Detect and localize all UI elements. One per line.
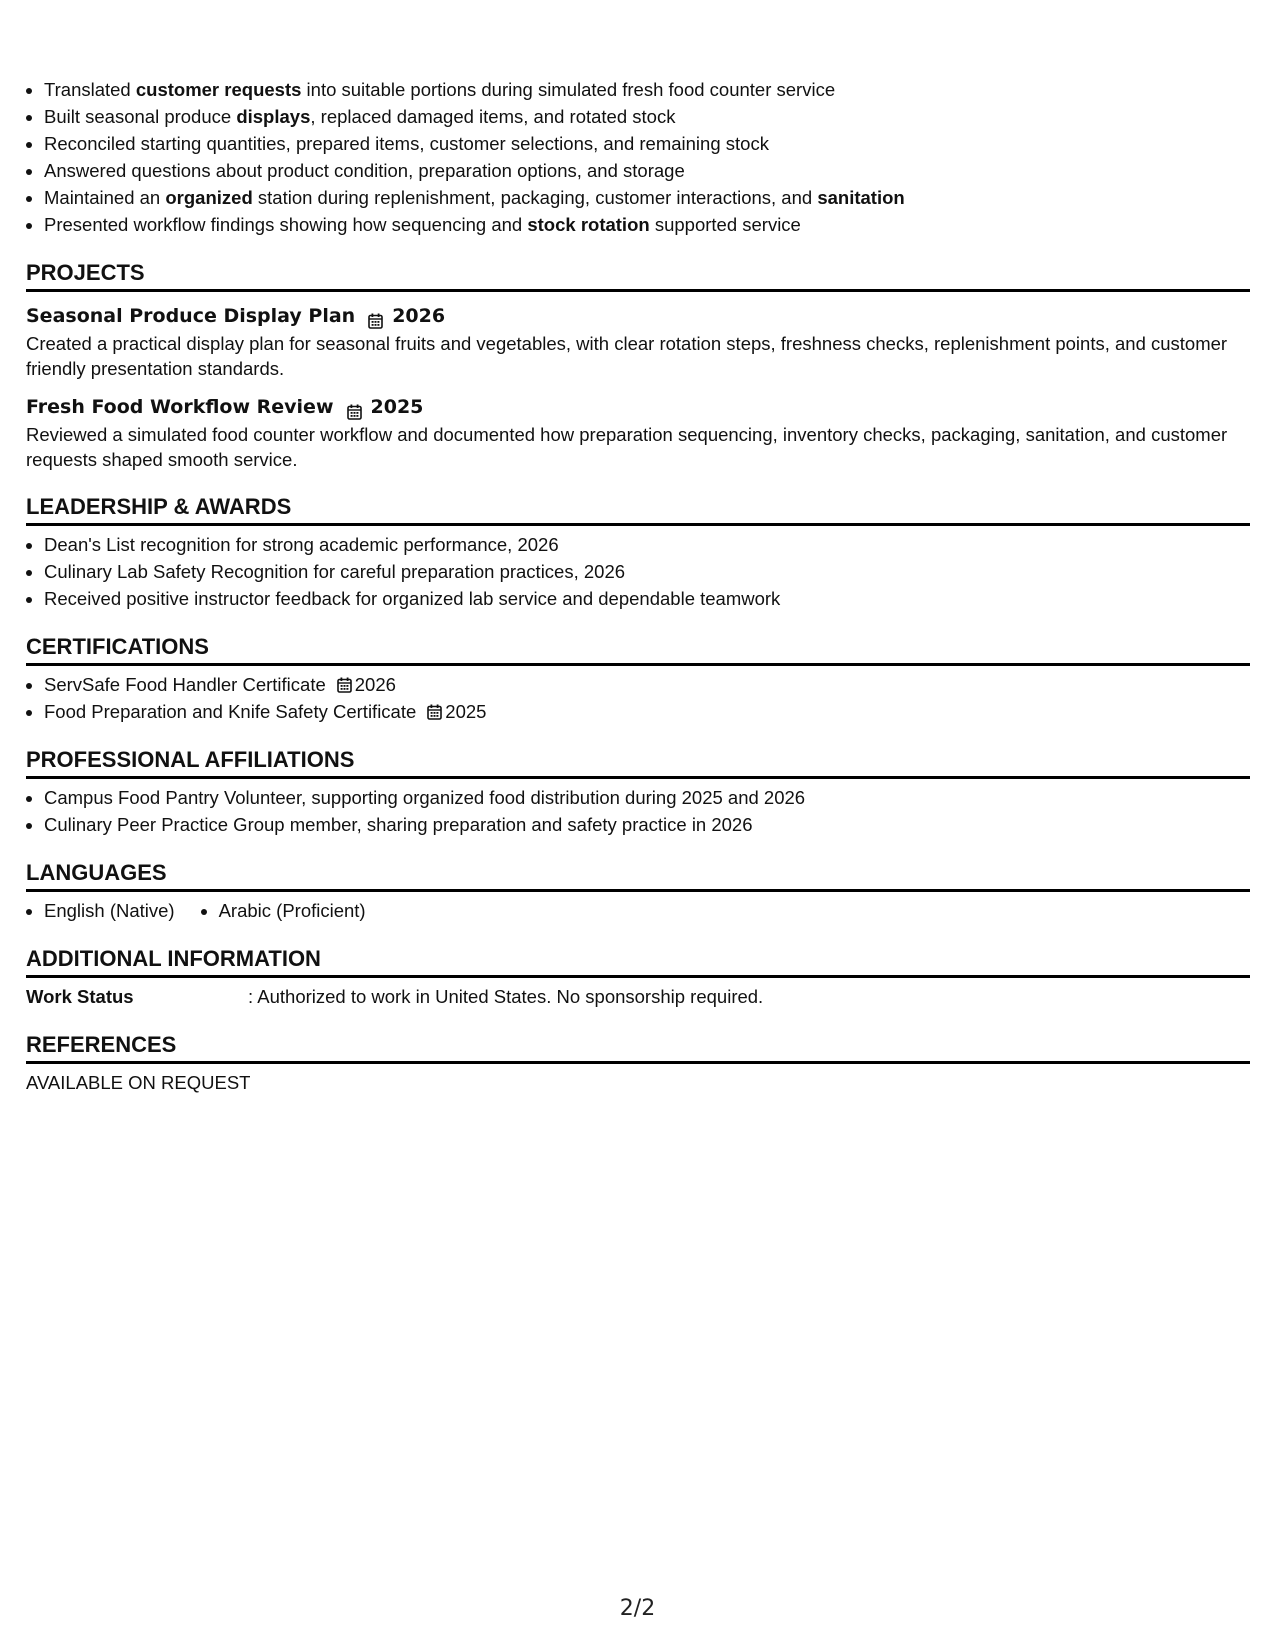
certification-name: Food Preparation and Knife Safety Certificate [44,701,417,722]
project-name: Fresh Food Workflow Review [26,396,334,418]
language-item: • English (Native) [44,897,175,924]
project-item [26,301,1250,381]
experience-bullet: • Reconciled starting quantities, prepared items, customer selections, and remaining stock [44,130,1250,157]
experience-bullet: • Answered questions about product condition, preparation options, and storage [44,157,1250,184]
additional-info-section [26,944,1250,1010]
experience-bullet: • Translated customer requests into suitable portions during simulated fresh food counter service [44,76,1250,103]
affiliation-item: • Campus Food Pantry Volunteer, supporting organized food distribution during 2025 and 2026 [44,784,1250,811]
languages-section [26,858,1250,924]
certification-item [44,698,1250,725]
page-number: 2/2 [619,1596,656,1621]
certification-year: 2025 [445,701,487,722]
references-section [26,1030,1250,1096]
experience-bullet: • Built seasonal produce displays, replaced damaged items, and rotated stock [44,103,1250,130]
section-title-additional: ADDITIONAL INFORMATION [26,944,1250,978]
leadership-item: • Dean's List recognition for strong academic performance, 2026 [44,531,1250,558]
project-year: 2025 [370,396,424,418]
calendar-icon [347,399,362,415]
project-description: Created a practical display plan for seasonal fruits and vegetables, with clear rotation steps, freshness checks, replenishment points, and customer friendly presentation standards. [26,333,1228,379]
calendar-icon [368,308,383,324]
language-item: • Arabic (Proficient) [219,897,366,924]
references-text: AVAILABLE ON REQUEST [26,1072,251,1093]
certification-name: ServSafe Food Handler Certificate [44,674,326,695]
section-title-affiliations: PROFESSIONAL AFFILIATIONS [26,745,1250,779]
section-title-certifications: CERTIFICATIONS [26,632,1250,666]
work-status-row [26,983,1250,1010]
projects-section [26,258,1250,472]
experience-bullet: • Presented workflow findings showing how sequencing and stock rotation supported service [44,211,1250,238]
project-name: Seasonal Produce Display Plan [26,305,356,327]
leadership-item: • Culinary Lab Safety Recognition for careful preparation practices, 2026 [44,558,1250,585]
calendar-icon [427,700,442,716]
affiliations-section [26,745,1250,838]
leadership-item: • Received positive instructor feedback for organized lab service and dependable teamwork [44,585,1250,612]
certification-year: 2026 [354,674,396,695]
resume-page-2 [26,76,1250,1096]
work-status-value: : Authorized to work in United States. No sponsorship required. [248,986,764,1007]
affiliation-item: • Culinary Peer Practice Group member, sharing preparation and safety practice in 2026 [44,811,1250,838]
experience-bullets [26,76,1250,238]
section-title-languages: LANGUAGES [26,858,1250,892]
certification-item [44,671,1250,698]
project-item [26,392,1250,472]
section-title-leadership: LEADERSHIP & AWARDS [26,492,1250,526]
project-year: 2026 [392,305,446,327]
experience-bullet: • Maintained an organized station during replenishment, packaging, customer interactions, and sanitation [44,184,1250,211]
leadership-section [26,492,1250,612]
section-title-projects: PROJECTS [26,258,1250,292]
project-description: Reviewed a simulated food counter workflow and documented how preparation sequencing, inventory checks, packaging, sanitation, and customer requests shaped smooth service. [26,424,1228,470]
section-title-references: REFERENCES [26,1030,1250,1064]
calendar-icon [337,673,352,689]
certifications-section [26,632,1250,725]
work-status-label: Work Status [26,986,134,1007]
